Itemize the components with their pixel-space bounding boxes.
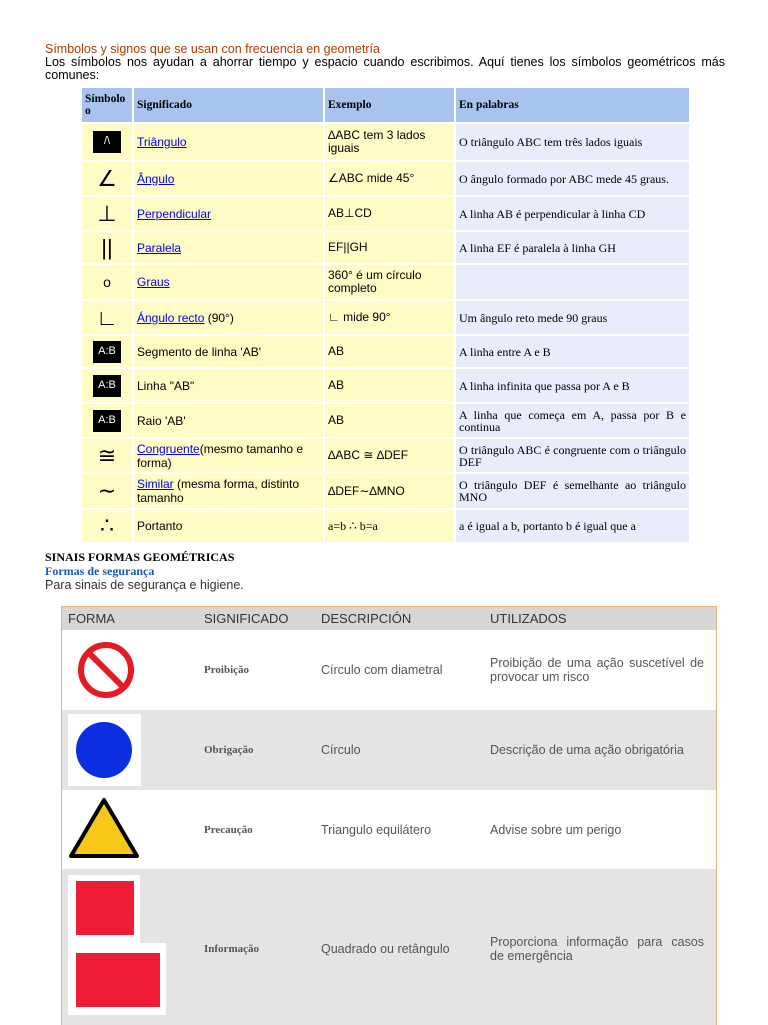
words-cell: A linha EF é paralela à linha GH [456,232,689,263]
example-cell: ∆ABC tem 3 lados iguais [325,124,454,160]
meaning-link[interactable]: Paralela [137,240,182,255]
ray-symbol-icon: A:B [93,410,121,432]
header-symbol: Símbolo o [82,88,132,122]
meaning-link[interactable]: Triângulo [137,135,187,149]
meaning-link[interactable]: Ángulo recto [137,310,205,325]
words-cell: a é igual a b, portanto b é igual que a [456,510,689,542]
shape-description: Triangulo equilátero [321,822,432,837]
example-cell: AB⊥CD [325,197,454,230]
shape-use: Advise sobre um perigo [490,822,622,837]
table-row [82,124,689,160]
shape-meaning: Obrigação [204,744,254,756]
example-cell: 360° é um círculo completo [325,265,454,299]
meaning-text: Raio 'AB' [137,413,186,428]
sinais-heading: SINAIS FORMAS GEOMÉTRICAS [45,550,235,564]
meaning-extra: (90°) [204,310,234,325]
words-cell: O triângulo DEF é semelhante ao triângulo MNO [456,474,689,508]
information-square-icon [76,881,134,935]
meaning-text: Linha "AB" [137,378,195,393]
meaning-link[interactable]: Similar [137,477,174,491]
meaning-link[interactable]: Graus [137,275,170,289]
doc-title: Símbolos y signos que se usan con frecuencia en geometría [45,42,380,56]
header-forma: FORMA [68,611,115,626]
triangle-symbol-icon: /\ [93,131,121,153]
header-descripcion: DESCRIPCIÓN [321,611,412,626]
sinais-text: Para sinais de segurança e higiene. [45,578,244,592]
table-row [82,265,689,299]
segment-symbol-icon: A:B [93,341,121,363]
meaning-link[interactable]: Congruente [137,441,200,456]
example-cell: ∠ABC mide 45° [325,162,454,195]
table-row [82,474,689,508]
example-cell: AB [325,369,454,402]
meaning-extra: (mesmo tamanho e forma) [137,441,304,470]
example-cell: EF||GH [325,232,454,263]
shape-use: Proporciona informação para casos de emergência [490,935,704,963]
symbols-table-header [82,88,689,122]
shape-description: Quadrado ou retângulo [321,942,450,956]
right-angle-symbol-icon: ∟ [96,304,118,330]
words-cell: Um ângulo reto mede 90 graus [456,301,689,334]
table-row [82,301,689,334]
shape-row-obligation [62,710,716,790]
therefore-symbol-icon: ∴ [100,513,114,538]
meaning-text: Segmento de linha 'AB' [137,344,261,359]
example-cell: a=b ∴ b=a [325,510,454,542]
angle-symbol-icon: ∠ [97,165,117,191]
parallel-symbol-icon: || [101,234,113,260]
header-words: En palabras [456,88,689,122]
words-cell: O triângulo ABC tem três lados iguais [456,124,689,160]
words-cell: A linha entre A e B [456,336,689,367]
similar-symbol-icon: ∼ [97,478,117,503]
table-row [82,369,689,402]
shape-meaning: Proibição [204,664,250,676]
document-header [45,42,725,82]
words-cell: O triângulo ABC é congruente com o triângulo DEF [456,439,689,472]
information-rectangle-icon [76,953,160,1007]
symbols-table [80,86,691,544]
shape-meaning: Informação [204,943,259,955]
shape-description: Círculo com diametral [321,663,443,677]
shape-use: Proibição de uma ação suscetível de provocar um risco [490,656,704,684]
shape-description: Círculo [321,743,361,757]
table-row [82,336,689,367]
words-cell: O ângulo formado por ABC mede 45 graus. [456,162,689,195]
words-cell: A linha que começa em A, passa por B e continua [456,404,689,437]
words-cell: A linha AB é perpendicular à linha CD [456,197,689,230]
sinais-subheading: Formas de segurança [45,564,155,578]
table-row [82,232,689,263]
example-cell: ∟ mide 90° [325,301,454,334]
congruent-symbol-icon: ≅ [97,442,117,468]
degree-symbol-icon: o [103,274,111,290]
meaning-link[interactable]: Ângulo [137,171,175,186]
example-cell: ∆DEF∼∆MNO [325,474,454,508]
obligation-sign-icon [72,718,136,782]
meaning-link[interactable]: Perpendicular [137,206,212,221]
table-row [82,197,689,230]
meaning-extra: (mesma forma, distinto tamanho [137,477,300,505]
doc-intro: Los símbolos nos ayudan a ahorrar tiempo y espacio cuando escribimos. Aquí tienes los símbolos geométricos más comunes: [45,55,725,82]
header-meaning: Significado [134,88,323,122]
shape-use: Descrição de uma ação obrigatória [490,743,684,757]
caution-sign-icon [68,796,140,860]
prohibition-sign-icon [74,638,138,702]
symbols-table-body [82,124,689,542]
shape-row-information [62,869,716,1025]
words-cell [456,265,689,299]
example-cell: ∆ABC ≅ ∆DEF [325,439,454,472]
table-row [82,162,689,195]
words-cell: A linha infinita que passa por A e B [456,369,689,402]
header-significado: SIGNIFICADO [204,611,289,626]
header-example: Exemplo [325,88,454,122]
line-symbol-icon: A:B [93,375,121,397]
perpendicular-symbol-icon: ⊥ [97,200,117,226]
shape-row-prohibition [62,630,716,710]
shape-row-caution [62,790,716,869]
table-row [82,510,689,542]
example-cell: AB [325,404,454,437]
shape-meaning: Precaução [204,823,253,836]
meaning-text: Portanto [137,519,183,533]
header-utilizados: UTILIZADOS [490,610,567,626]
shapes-table [61,606,717,1025]
table-row [82,404,689,437]
table-row [82,439,689,472]
sinais-section [45,551,244,592]
example-cell: AB [325,336,454,367]
shapes-table-header [62,607,716,630]
